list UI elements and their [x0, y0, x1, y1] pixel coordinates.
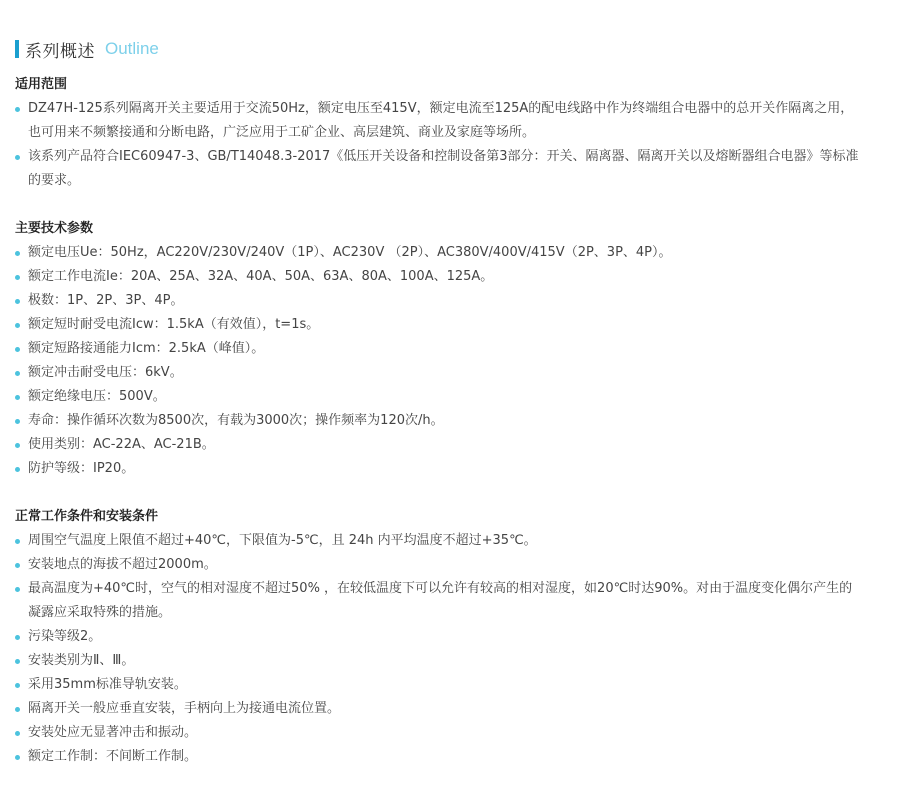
- bullet-dot-icon: [15, 635, 20, 640]
- bullet-dot-icon: [15, 539, 20, 544]
- list-item: [15, 697, 865, 721]
- bullet-dot-icon: [15, 395, 20, 400]
- list-item: [15, 337, 865, 361]
- list-item-text: 最高温度为+40℃时，空气的相对湿度不超过50% ，在较低温度下可以允许有较高的相对湿度，如20℃时达90%。对由于温度变化偶尔产生的凝露应采取特殊的措施。: [28, 581, 853, 620]
- bullet-dot-icon: [15, 275, 20, 280]
- list-item: [15, 433, 865, 457]
- bullet-dot-icon: [15, 107, 20, 112]
- list-item-text: 极数：1P、2P、3P、4P。: [28, 293, 184, 308]
- heading-subtitle: Outline: [105, 39, 159, 58]
- list-item-text: 额定工作电流Ie：20A、25A、32A、40A、50A、63A、80A、100A、125A。: [28, 269, 494, 284]
- bullet-dot-icon: [15, 755, 20, 760]
- list-item: [15, 313, 865, 337]
- section-title: 适用范围: [15, 77, 68, 92]
- list-item: [15, 673, 865, 697]
- list-item: [15, 649, 865, 673]
- list-item: [15, 745, 865, 769]
- bullet-dot-icon: [15, 371, 20, 376]
- section-heading: [15, 38, 159, 60]
- list-item-text: 防护等级：IP20。: [28, 461, 135, 476]
- list-item-text: 额定短时耐受电流Icw：1.5kA（有效值），t=1s。: [28, 317, 320, 332]
- list-item: [15, 265, 865, 289]
- bullet-dot-icon: [15, 683, 20, 688]
- section-title: 主要技术参数: [15, 221, 94, 236]
- bullet-dot-icon: [15, 731, 20, 736]
- list-item-text: 额定短路接通能力Icm：2.5kA（峰值）。: [28, 341, 265, 356]
- list-item-text: 安装处应无显著冲击和振动。: [28, 725, 198, 740]
- list-item: [15, 457, 865, 481]
- bullet-list: [15, 241, 865, 481]
- list-item-text: 污染等级2。: [28, 629, 102, 644]
- list-item: [15, 385, 865, 409]
- list-item-text: 额定绝缘电压：500V。: [28, 389, 166, 404]
- bullet-list: [15, 97, 865, 193]
- bullet-dot-icon: [15, 251, 20, 256]
- bullet-dot-icon: [15, 155, 20, 160]
- list-item-text: DZ47H-125系列隔离开关主要适用于交流50Hz，额定电压至415V，额定电流至125A的配电线路中作为终端组合电器中的总开关作隔离之用，也可用来不频繁接通和分断电路，广泛应用于工矿企业、高层建筑、商业及家庭等场所。: [28, 101, 854, 140]
- bullet-dot-icon: [15, 347, 20, 352]
- list-item-text: 隔离开关一般应垂直安装，手柄向上为接通电流位置。: [28, 701, 341, 716]
- list-item-text: 额定冲击耐受电压：6kV。: [28, 365, 183, 380]
- bullet-dot-icon: [15, 443, 20, 448]
- bullet-dot-icon: [15, 299, 20, 304]
- list-item: [15, 529, 865, 553]
- list-item: [15, 97, 865, 145]
- heading-accent-bar: [15, 40, 19, 58]
- section-title: 正常工作条件和安装条件: [15, 509, 159, 524]
- bullet-list: [15, 529, 865, 769]
- bullet-dot-icon: [15, 563, 20, 568]
- list-item: [15, 553, 865, 577]
- list-item: [15, 577, 865, 625]
- bullet-dot-icon: [15, 323, 20, 328]
- list-item-text: 额定电压Ue：50Hz，AC220V/230V/240V（1P）、AC230V （2P）、AC380V/400V/415V（2P、3P、4P）。: [28, 245, 672, 260]
- list-item-text: 使用类别：AC-22A、AC-21B。: [28, 437, 215, 452]
- list-item-text: 周围空气温度上限值不超过+40℃，下限值为-5℃，且 24h 内平均温度不超过+35℃。: [28, 533, 537, 548]
- section-working-installation-conditions: [15, 505, 865, 769]
- bullet-dot-icon: [15, 659, 20, 664]
- section-technical-parameters: [15, 217, 865, 481]
- list-item-text: 采用35mm标准导轨安装。: [28, 677, 187, 692]
- list-item: [15, 241, 865, 265]
- list-item: [15, 145, 865, 193]
- list-item: [15, 361, 865, 385]
- list-item: [15, 289, 865, 313]
- list-item: [15, 721, 865, 745]
- bullet-dot-icon: [15, 707, 20, 712]
- section-application-scope: [15, 73, 865, 193]
- list-item-text: 该系列产品符合IEC60947-3、GB/T14048.3-2017《低压开关设备和控制设备第3部分：开关、隔离器、隔离开关以及熔断器组合电器》等标准的要求。: [28, 149, 859, 188]
- list-item-text: 寿命：操作循环次数为8500次，有载为3000次；操作频率为120次/h。: [28, 413, 444, 428]
- bullet-dot-icon: [15, 467, 20, 472]
- list-item-text: 额定工作制：不间断工作制。: [28, 749, 198, 764]
- bullet-dot-icon: [15, 587, 20, 592]
- list-item: [15, 409, 865, 433]
- list-item: [15, 625, 865, 649]
- bullet-dot-icon: [15, 419, 20, 424]
- list-item-text: 安装类别为Ⅱ、Ⅲ。: [28, 653, 135, 668]
- heading-title: 系列概述: [25, 41, 95, 62]
- list-item-text: 安装地点的海拔不超过2000m。: [28, 557, 217, 572]
